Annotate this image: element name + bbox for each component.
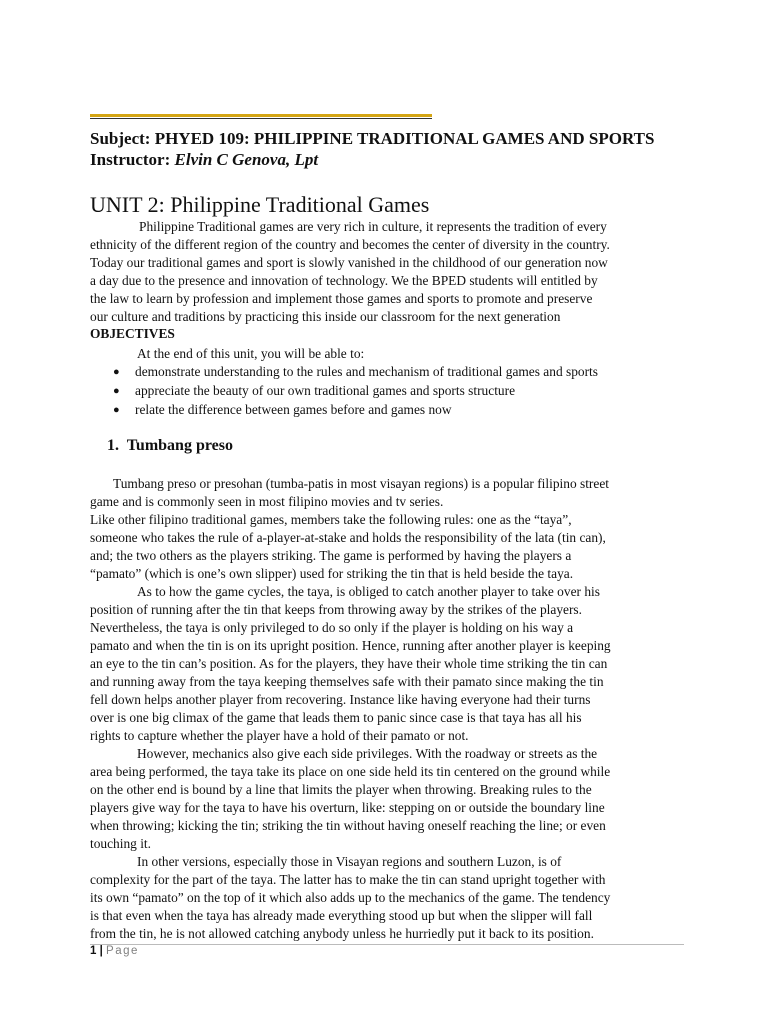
section-heading bbox=[107, 437, 233, 455]
bullet-icon: ● bbox=[113, 404, 120, 416]
footer-divider bbox=[90, 944, 684, 945]
body-line: and running away from the taya keeping themselves safe with their pamato since making the tin bbox=[90, 674, 604, 689]
header-rule bbox=[90, 114, 432, 117]
body-line: As to how the game cycles, the taya, is obliged to catch another player to take over his bbox=[137, 584, 600, 599]
body-line: Nevertheless, the taya is only privileged to do so only if the player is holding on his way a bbox=[90, 620, 574, 635]
body-line: complexity for the part of the taya. The latter has to make the tin can stand upright together with bbox=[90, 872, 606, 887]
body-line: on the other end is bound by a line that limits the player when throwing. Breaking rules to the bbox=[90, 782, 592, 797]
objectives-heading: OBJECTIVES bbox=[90, 326, 175, 341]
intro-line: the law to learn by profession and implement those games and sports to promote and preserve bbox=[90, 291, 593, 306]
intro-line: a day due to the presence and innovation of technology. We the BPED students will entitled by bbox=[90, 273, 598, 288]
subject-label: Subject: bbox=[90, 129, 151, 148]
objectives-lead: At the end of this unit, you will be able to: bbox=[137, 346, 365, 361]
unit-title: UNIT 2: Philippine Traditional Games bbox=[90, 192, 430, 217]
body-line: is that even when the taya has already made everything stood up but when the slipper will fall bbox=[90, 908, 593, 923]
body-line: “pamato” (which is one’s own slipper) used for striking the tin that is held beside the taya. bbox=[90, 566, 574, 581]
body-line: touching it. bbox=[90, 836, 151, 851]
body-line: someone who takes the rule of a-player-at-stake and holds the responsibility of the lata (tin can), bbox=[90, 530, 606, 545]
page-separator: | bbox=[99, 945, 103, 957]
body-line: over is one big climax of the game that leads them to panic since case is that taya has all his bbox=[90, 710, 582, 725]
body-line: game and is commonly seen in most filipino movies and tv series. bbox=[90, 494, 444, 509]
body-line: its own “pamato” on the top of it which also adds up to the mechanics of the game. The tendency bbox=[90, 890, 611, 905]
objective-item: demonstrate understanding to the rules and mechanism of traditional games and sports bbox=[135, 364, 598, 379]
intro-line: ethnicity of the different region of the country and becomes the center of diversity in the country. bbox=[90, 237, 610, 252]
intro-line: Today our traditional games and sport is slowly vanished in the childhood of our generation now bbox=[90, 255, 608, 270]
body-line: Tumbang preso or presohan (tumba-patis in most visayan regions) is a popular filipino street bbox=[113, 476, 609, 491]
intro-line: Philippine Traditional games are very rich in culture, it represents the tradition of every bbox=[139, 219, 607, 234]
subject-line bbox=[90, 129, 654, 149]
body-line: In other versions, especially those in Visayan regions and southern Luzon, is of bbox=[137, 854, 562, 869]
body-line: However, mechanics also give each side privileges. With the roadway or streets as the bbox=[137, 746, 598, 761]
body-line: Like other filipino traditional games, members take the following rules: one as the “taya”, bbox=[90, 512, 572, 527]
bullet-icon: ● bbox=[113, 366, 120, 378]
body-line: position of running after the tin that keeps from throwing away by the strikes of the players. bbox=[90, 602, 582, 617]
section-number: 1. bbox=[107, 437, 119, 454]
body-line: area being performed, the taya take its place on one side held its tin centered on the ground while bbox=[90, 764, 611, 779]
body-line: from the tin, he is not allowed catching anybody unless he hurriedly put it back to its position. bbox=[90, 926, 594, 941]
page-number: 1 bbox=[90, 945, 97, 957]
instructor-label: Instructor: bbox=[90, 150, 171, 169]
instructor-name: Elvin C Genova, Lpt bbox=[174, 150, 319, 169]
objective-item: relate the difference between games before and games now bbox=[135, 402, 452, 417]
body-line: rights to capture whether the player have a hold of their pamato or not. bbox=[90, 728, 469, 743]
section-title: Tumbang preso bbox=[126, 437, 233, 454]
body-line: an eye to the tin can’s position. As for the players, they have their whole time striking the tin can bbox=[90, 656, 608, 671]
body-line: fell down helps another player from recovering. Instance like having everyone had their turns bbox=[90, 692, 591, 707]
page-footer bbox=[90, 945, 139, 957]
instructor-line bbox=[90, 150, 318, 170]
body-line: pamato and when the tin is on its upright position. Hence, running after another player is keeping bbox=[90, 638, 611, 653]
objective-item: appreciate the beauty of our own traditional games and sports structure bbox=[135, 383, 516, 398]
body-line: when throwing; kicking the tin; striking the tin without having oneself reaching the line; or even bbox=[90, 818, 606, 833]
body-line: players give way for the taya to have his overturn, like: stepping on or outside the boundary line bbox=[90, 800, 605, 815]
bullet-icon: ● bbox=[113, 385, 120, 397]
subject-value: PHYED 109: PHILIPPINE TRADITIONAL GAMES AND SPORTS bbox=[154, 129, 655, 148]
intro-line: our culture and traditions by practicing this inside our classroom for the next generation bbox=[90, 309, 561, 324]
body-line: and; the two others as the players striking. The game is performed by having the players a bbox=[90, 548, 572, 563]
header-rule-underline bbox=[90, 118, 432, 119]
page-label: Page bbox=[106, 945, 139, 957]
